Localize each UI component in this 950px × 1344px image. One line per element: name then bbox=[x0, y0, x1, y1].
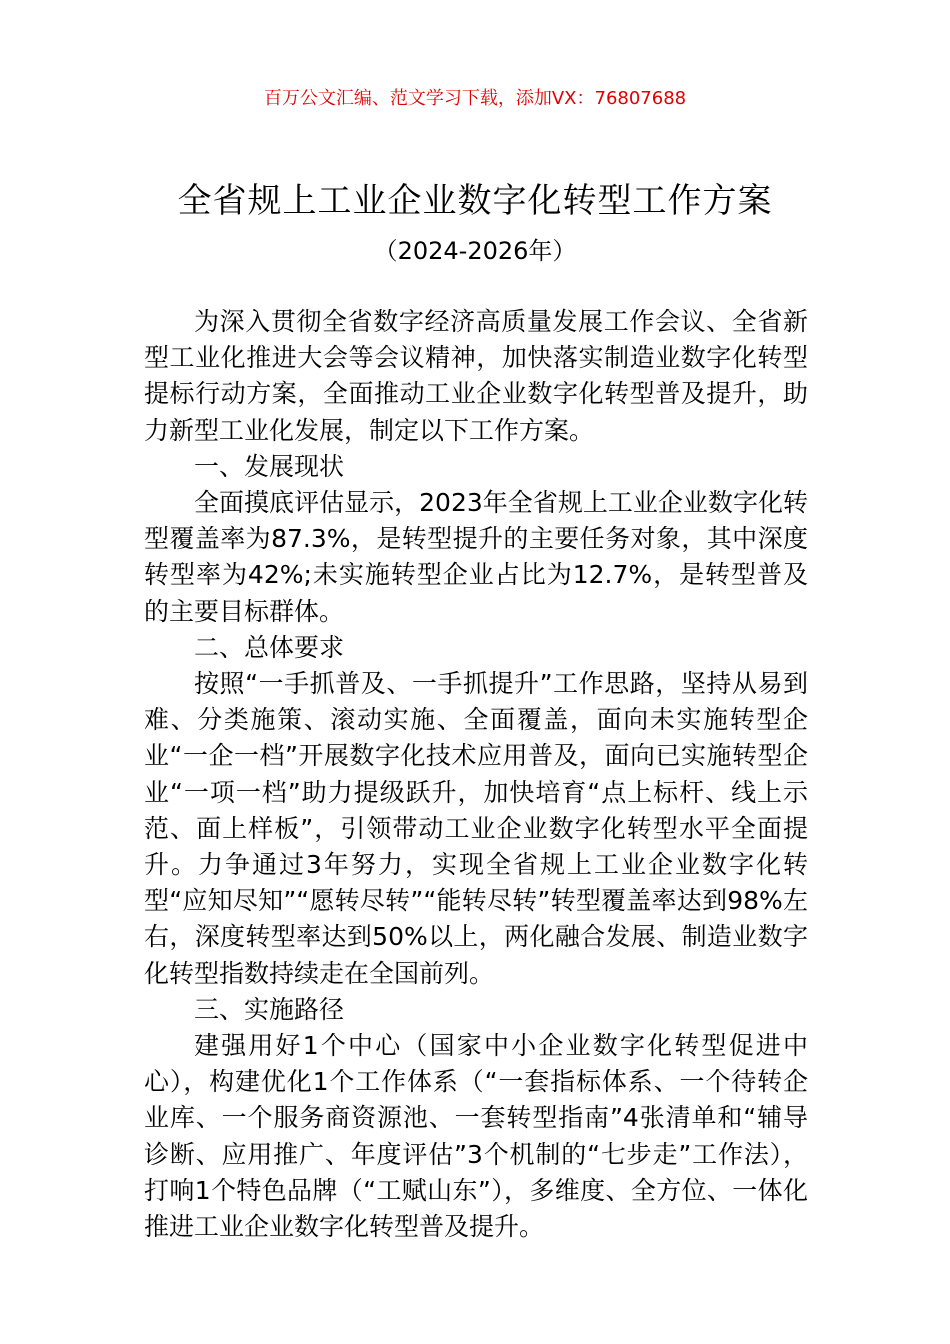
document-title: 全省规上工业企业数字化转型工作方案 bbox=[177, 181, 773, 221]
document-subtitle: （2024-2026年） bbox=[373, 237, 577, 265]
section-heading-1: 一、发展现状 bbox=[194, 451, 345, 481]
section-heading-2: 二、总体要求 bbox=[194, 632, 345, 662]
section-3-paragraph: 建强用好1个中心（国家中小企业数字化转型促进中心），构建优化1个工作体系（“一套指标体系、一个待转企业库、一个服务商资源池、一套转型指南”4张清单和“辅导诊断、应用推广、年度评估”3个机制的“七步走”工作法），打响1个特色品牌（“工赋山东”），多维度、全方位、一体化推进工业企业数字化转型普及提升。 bbox=[144, 1031, 808, 1242]
document-body bbox=[144, 304, 808, 1245]
header-note: 百万公文汇编、范文学习下载，添加VX：76807688 bbox=[263, 88, 687, 109]
section-2-paragraph: 按照“一手抓普及、一手抓提升”工作思路，坚持从易到难、分类施策、滚动实施、全面覆盖，面向未实施转型企业“一企一档”开展数字化技术应用普及，面向已实施转型企业“一项一档”助力提级跃升，加快培育“点上标杆、线上示范、面上样板”，引领带动工业企业数字化转型水平全面提升。力争通过3年努力，实现全省规上工业企业数字化转型“应知尽知”“愿转尽转”“能转尽转”转型覆盖率达到98%左右，深度转型率达到50%以上，两化融合发展、制造业数字化转型指数持续走在全国前列。 bbox=[144, 669, 808, 988]
intro-paragraph: 为深入贯彻全省数字经济高质量发展工作会议、全省新型工业化推进大会等会议精神，加快落实制造业数字化转型提标行动方案，全面推动工业企业数字化转型普及提升，助力新型工业化发展，制定以下工作方案。 bbox=[144, 307, 808, 445]
section-1-paragraph: 全面摸底评估显示，2023年全省规上工业企业数字化转型覆盖率为87.3%，是转型提升的主要任务对象，其中深度转型率为42%;未实施转型企业占比为12.7%，是转型普及的主要目标群体。 bbox=[144, 488, 808, 626]
section-heading-3: 三、实施路径 bbox=[194, 994, 345, 1024]
